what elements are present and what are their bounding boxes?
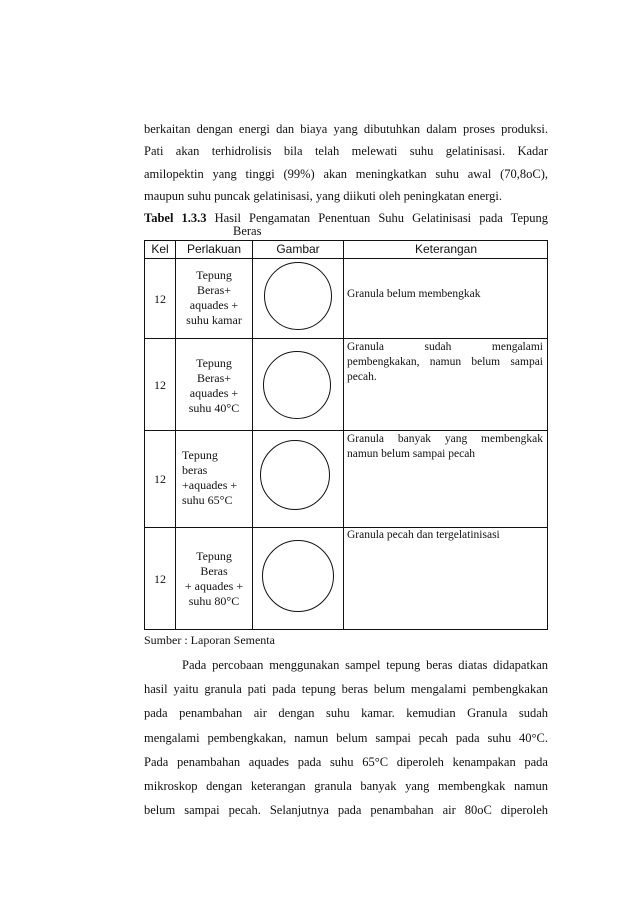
perlakuan-line: suhu 80°C — [188, 594, 240, 608]
perlakuan-line: Beras — [200, 564, 228, 578]
header-perlakuan: Perlakuan — [186, 242, 242, 256]
row2-keterangan: Granula sudah mengalami pembengkakan, namun belum sampai pecah. — [347, 341, 543, 383]
perlakuan-line: Tepung — [196, 356, 232, 370]
row2-perlakuan — [176, 356, 252, 416]
granule-circle-image — [264, 262, 332, 330]
body-line-4: mengalami pembengkakan, namun belum sampai pecah pada suhu 40°C. — [144, 731, 548, 745]
perlakuan-line: aquades + — [189, 386, 239, 400]
perlakuan-line: Tepung — [196, 549, 232, 563]
header-keterangan: Keterangan — [414, 242, 478, 256]
column-divider — [252, 241, 253, 629]
caption-text-1: Hasil Pengamatan Penentuan Suhu Gelatinisasi pada Tepung — [214, 211, 548, 225]
row4-keterangan: Granula pecah dan tergelatinisasi — [347, 529, 500, 541]
table-caption — [144, 211, 548, 238]
row3-perlakuan — [176, 448, 252, 508]
row1-kel: 12 — [154, 292, 166, 306]
perlakuan-line: suhu 40°C — [188, 401, 240, 415]
perlakuan-line: suhu kamar — [186, 313, 242, 327]
perlakuan-line: aquades + — [189, 298, 239, 312]
intro-line-1: berkaitan dengan energi dan biaya yang dibutuhkan dalam proses produksi. — [144, 122, 548, 136]
perlakuan-line: Tepung — [182, 448, 218, 462]
perlakuan-line: beras — [182, 463, 208, 477]
intro-line-2: Pati akan terhidrolisis bila telah melewati suhu gelatinisasi. Kadar — [144, 144, 548, 158]
row3-kel: 12 — [154, 472, 166, 486]
perlakuan-line: +aquades + — [182, 478, 238, 492]
body-line-5: Pada penambahan aquades pada suhu 65°C diperoleh kenampakan pada — [144, 755, 548, 769]
row3-keterangan: Granula banyak yang membengkak namun belum sampai pecah — [347, 433, 543, 460]
body-line-1: Pada percobaan menggunakan sampel tepung beras diatas didapatkan — [182, 658, 548, 672]
row1-perlakuan — [176, 268, 252, 328]
perlakuan-line: Beras+ — [196, 371, 232, 385]
body-line-7: belum sampai pecah. Selanjutnya pada penambahan air 80oC diperoleh — [144, 803, 548, 817]
row-divider — [145, 430, 547, 431]
header-gambar: Gambar — [276, 242, 320, 256]
intro-line-3: amilopektin yang tinggi (99%) akan meningkatkan suhu awal (70,8oC), — [144, 167, 548, 181]
caption-label: Tabel 1.3.3 — [144, 211, 207, 225]
perlakuan-line: suhu 65°C — [182, 493, 233, 507]
column-divider — [343, 241, 344, 629]
results-table — [144, 240, 548, 630]
row-divider — [145, 338, 547, 339]
granule-circle-image — [262, 540, 334, 612]
table-source: Sumber : Laporan Sementa — [144, 633, 275, 647]
body-line-2: hasil yaitu granula pati pada tepung beras belum mengalami pembengkakan — [144, 682, 548, 696]
perlakuan-line: Beras+ — [196, 283, 232, 297]
row1-keterangan: Granula belum membengkak — [347, 288, 481, 300]
granule-circle-image — [260, 440, 330, 510]
perlakuan-line: + aquades + — [184, 579, 244, 593]
perlakuan-line: Tepung — [196, 268, 232, 282]
row4-perlakuan — [176, 549, 252, 609]
row-divider — [145, 258, 547, 259]
body-line-3: pada penambahan air dengan suhu kamar. kemudian Granula sudah — [144, 706, 548, 720]
header-kel: Kel — [151, 242, 169, 256]
granule-circle-image — [263, 351, 331, 419]
row2-kel: 12 — [154, 378, 166, 392]
row4-kel: 12 — [154, 572, 166, 586]
body-line-6: mikroskop dengan keterangan granula banyak yang membengkak namun — [144, 779, 548, 793]
caption-text-2: Beras — [233, 224, 262, 238]
intro-line-4: maupun suhu puncak gelatinisasi, yang diikuti oleh peningkatan energi. — [144, 189, 503, 203]
